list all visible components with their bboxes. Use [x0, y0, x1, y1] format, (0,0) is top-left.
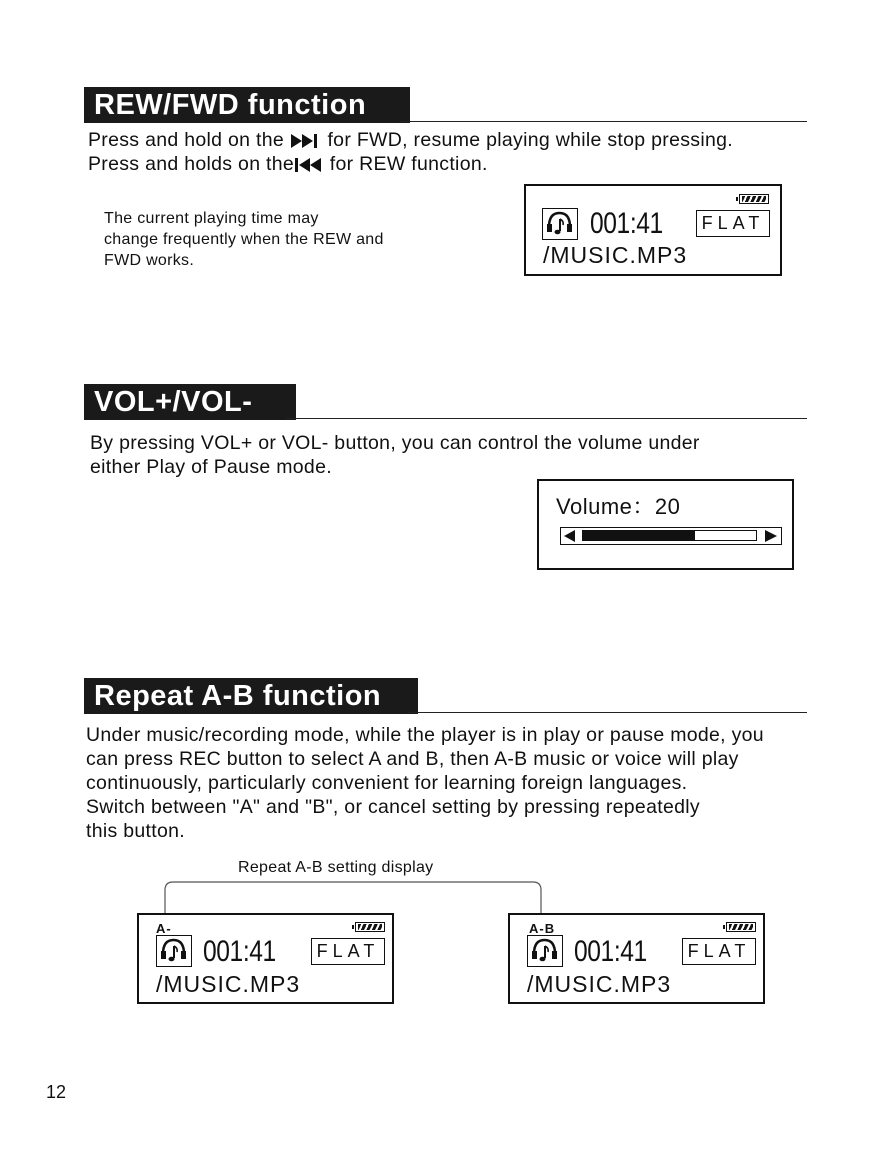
- file-name: /MUSIC.MP3: [156, 971, 301, 997]
- volume-label: Volume：20: [556, 494, 681, 519]
- rew-fwd-line-2-after: for REW function.: [329, 153, 488, 175]
- repeat-line-3: continuously, particularly convenient for learning foreign languages.: [86, 772, 688, 794]
- callout-label: Repeat A-B setting display: [238, 859, 434, 876]
- ab-marker: A-: [156, 921, 172, 936]
- play-time: 001:41: [574, 935, 647, 968]
- battery-icon: [739, 194, 769, 204]
- volume-display: [537, 479, 794, 570]
- page-number: 12: [46, 1082, 67, 1102]
- battery-icon: [355, 922, 385, 932]
- player-display-rew-fwd: [524, 184, 782, 276]
- fast-forward-icon: [290, 133, 322, 149]
- volume-level-fill: [583, 531, 695, 540]
- play-time: 001:41: [590, 207, 663, 240]
- volume-up-arrow-icon: [765, 530, 777, 542]
- rewind-icon: [294, 157, 324, 173]
- headphone-icon: [527, 935, 563, 967]
- section-rule: [408, 712, 807, 713]
- section-title-repeat-ab: Repeat A-B function: [84, 678, 418, 714]
- eq-mode-badge: FLAT: [696, 210, 770, 237]
- player-display-a: [137, 913, 394, 1004]
- headphone-icon: [542, 208, 578, 240]
- player-display-ab: [508, 913, 765, 1004]
- rew-fwd-line-1-before: Press and hold on the: [88, 129, 285, 151]
- rew-fwd-line-1-after: for FWD, resume playing while stop pressing.: [327, 129, 733, 151]
- file-name: /MUSIC.MP3: [527, 971, 672, 997]
- rew-fwd-line-2: [88, 152, 488, 176]
- section-rule: [400, 121, 807, 122]
- eq-mode-badge: FLAT: [682, 938, 756, 965]
- rew-fwd-note-3: FWD works.: [104, 252, 195, 269]
- volume-line-1: By pressing VOL+ or VOL- button, you can control the volume under: [90, 432, 700, 454]
- play-time: 001:41: [203, 935, 276, 968]
- volume-track: [582, 530, 757, 541]
- battery-icon: [726, 922, 756, 932]
- volume-line-2: either Play of Pause mode.: [90, 456, 332, 478]
- rew-fwd-line-1: [88, 128, 733, 152]
- repeat-line-2: can press REC button to select A and B, then A-B music or voice will play: [86, 748, 739, 770]
- file-name: /MUSIC.MP3: [543, 242, 688, 268]
- repeat-line-1: Under music/recording mode, while the player is in play or pause mode, you: [86, 724, 764, 746]
- ab-marker: A-B: [529, 921, 556, 936]
- volume-down-arrow-icon: [564, 530, 576, 542]
- headphone-icon: [156, 935, 192, 967]
- repeat-line-4: Switch between "A" and "B", or cancel setting by pressing repeatedly: [86, 796, 700, 818]
- rew-fwd-note-2: change frequently when the REW and: [104, 231, 384, 248]
- repeat-line-5: this button.: [86, 820, 185, 842]
- rew-fwd-note-1: The current playing time may: [104, 210, 319, 227]
- rew-fwd-line-2-before: Press and holds on the: [88, 153, 295, 175]
- section-title-volume: VOL+/VOL-: [84, 384, 296, 420]
- eq-mode-badge: FLAT: [311, 938, 385, 965]
- section-rule: [286, 418, 807, 419]
- section-title-rew-fwd: REW/FWD function: [84, 87, 410, 123]
- volume-slider: [560, 527, 782, 545]
